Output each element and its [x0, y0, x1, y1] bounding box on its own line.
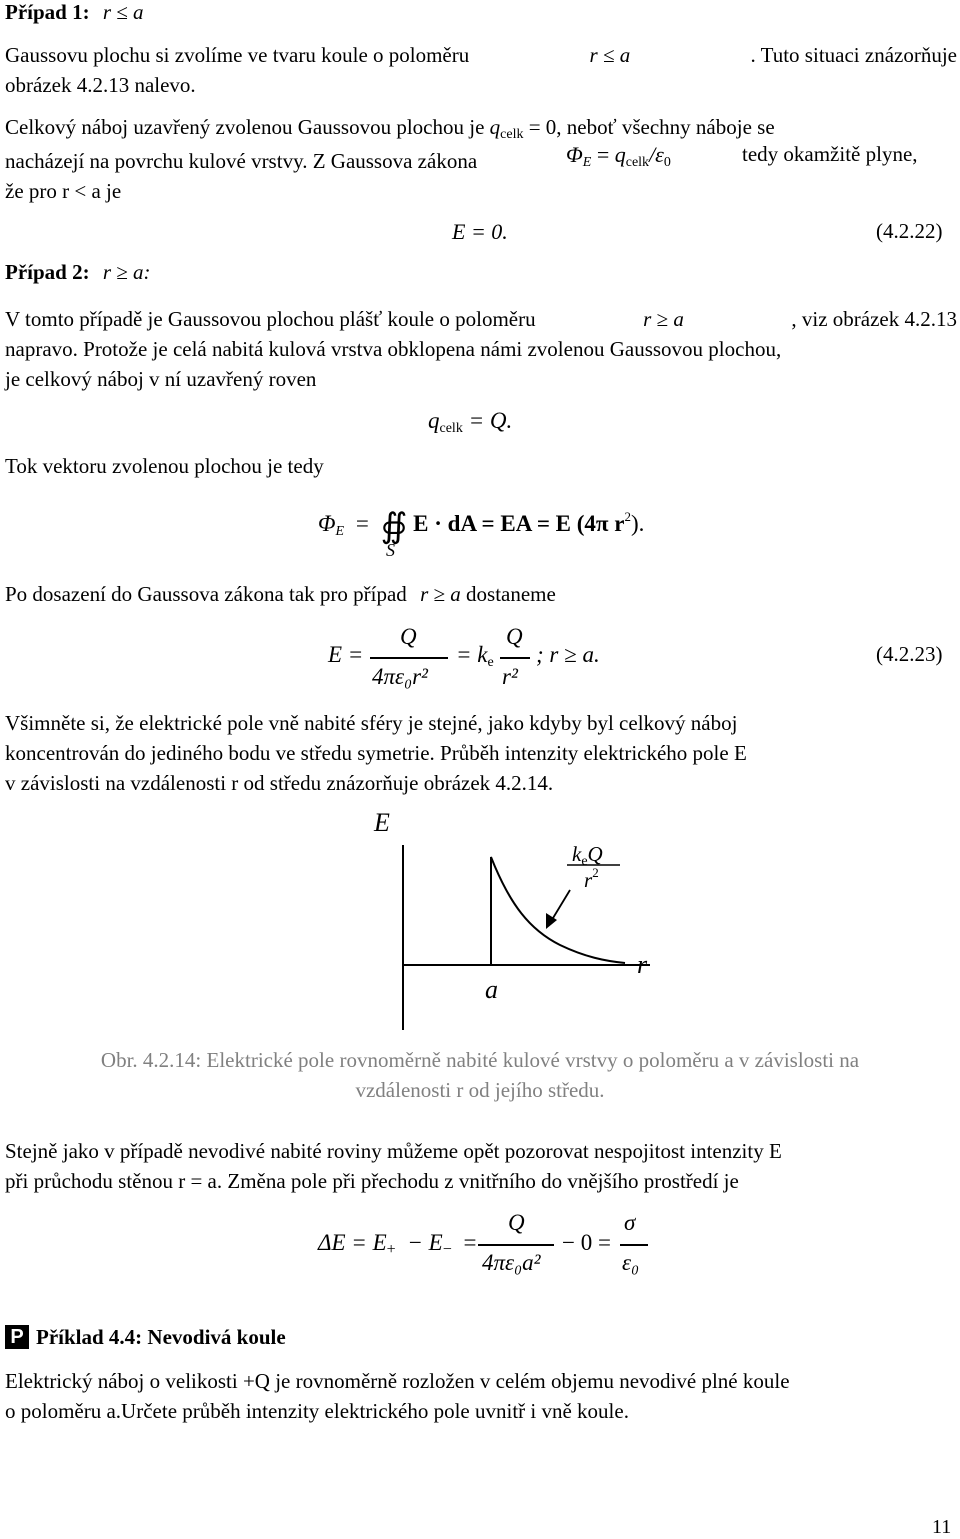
- gauss-law-tail: tedy okamžitě plyne,: [742, 142, 918, 166]
- example-title: Příklad 4.4: Nevodivá koule: [36, 1325, 286, 1349]
- equation-number-4-2-23: (4.2.23): [876, 642, 943, 666]
- eq423-num2: Q: [506, 624, 523, 649]
- case2-heading: Případ 2: r ≥ a:: [5, 260, 151, 284]
- paragraph-2: Celkový náboj uzavřený zvolenou Gaussovou plochou je qcelk = 0, neboť všechny náboje se nacházejí na povrchu kulové vrstvy. Z Gaussova zákona že pro r < a je: [5, 115, 775, 203]
- graph-y-label: E: [374, 808, 390, 837]
- equation-number-4-2-22: (4.2.22): [876, 219, 943, 243]
- eq423-fraction-bar-1: [370, 657, 448, 659]
- page-number: 11: [932, 1516, 952, 1538]
- paragraph-6: Elektrický náboj o velikosti +Q je rovnoměrně rozložen v celém objemu nevodivé plné koule o poloměru a.Určete průběh intenzity elektrického pole uvnitř i vně koule.: [5, 1369, 790, 1423]
- delta-eq-fraction-bar-2: [620, 1244, 648, 1246]
- eq423-num1: Q: [400, 624, 417, 649]
- delta-eq-epsilon: ε₀: [622, 1250, 640, 1275]
- eq423-den1: 4πε₀r²: [372, 664, 428, 689]
- graph-a-label: a: [485, 975, 498, 1004]
- field-graph: [360, 805, 680, 1033]
- graph-annotation-denominator: $r^2$: [584, 865, 599, 892]
- delta-eq-den: 4πε₀a²: [482, 1250, 541, 1275]
- eq423-condition: ; r ≥ a.: [536, 642, 600, 667]
- case1-heading: Případ 1: r ≤ a: [5, 0, 144, 24]
- qcelk-equation: qcelk = Q.: [428, 408, 513, 436]
- equation-4-2-22: E = 0.: [452, 219, 508, 244]
- example-badge-icon: P: [5, 1325, 29, 1349]
- graph-annotation-numerator: keQ: [572, 842, 603, 869]
- case2-condition: r ≥ a:: [102, 260, 151, 284]
- surface-integral-symbol: ∯: [380, 508, 408, 545]
- delta-eq-fraction-bar: [478, 1244, 554, 1246]
- flux-equation: ΦE = ∯ E · dA = EA = E (4π $r^2$).: [318, 508, 645, 545]
- integral-surface-label: S: [386, 540, 395, 560]
- eq423-fraction-bar-2: [500, 657, 530, 659]
- substitution-intro: Po dosazení do Gaussova zákona tak pro případ r ≥ a dostaneme: [5, 582, 556, 606]
- paragraph-5: Stejně jako v případě nevodivé nabité roviny můžeme opět pozorovat nespojitost intenzity E při průchodu stěnou r = a. Změna pole při přechodu z vnitřního do vnějšího prostředí je: [5, 1139, 782, 1193]
- gauss-law-formula: ΦE = qcelk/ε0: [566, 142, 671, 170]
- graph-x-label: r: [637, 950, 648, 979]
- paragraph-3: V tomto případě je Gaussovou plochou plášť koule o poloměru r ≥ a , viz obrázek 4.2.13 napravo. Protože je celá nabitá kulová vrstva obklopena námi zvolenou Gaussovou plochou, je celkový náboj v ní uzavřený roven: [5, 307, 957, 391]
- delta-eq-num: Q: [508, 1210, 525, 1235]
- paragraph-1: Gaussovu plochu si zvolíme ve tvaru koule o poloměru r ≤ a . Tuto situaci znázorňuje obrázek 4.2.13 nalevo.: [5, 43, 957, 97]
- delta-eq-lhs: ΔE = E+ − E− =: [318, 1230, 477, 1258]
- paragraph-4: Všimněte si, že elektrické pole vně nabité sféry je stejné, jako kdyby byl celkový náboj koncentrován do jediného bodu ve středu symetrie. Průběh intenzity elektrického pole E v závislosti na vzdálenosti r od středu znázorňuje obrázek 4.2.14.: [5, 711, 747, 795]
- figure-caption: Obr. 4.2.14: Elektrické pole rovnoměrně nabité kulové vrstvy o poloměru a v závislosti na vzdálenosti r od jejího středu.: [100, 1048, 860, 1102]
- eq423-den2: r²: [502, 664, 518, 689]
- case1-condition: r ≤ a: [102, 0, 144, 24]
- delta-eq-rest: − 0 =: [562, 1230, 611, 1255]
- delta-eq-sigma: σ: [624, 1210, 636, 1235]
- flux-intro: Tok vektoru zvolenou plochou je tedy: [5, 454, 324, 478]
- eq423-mid: = ke: [456, 642, 494, 670]
- eq423-lhs: E =: [328, 642, 364, 667]
